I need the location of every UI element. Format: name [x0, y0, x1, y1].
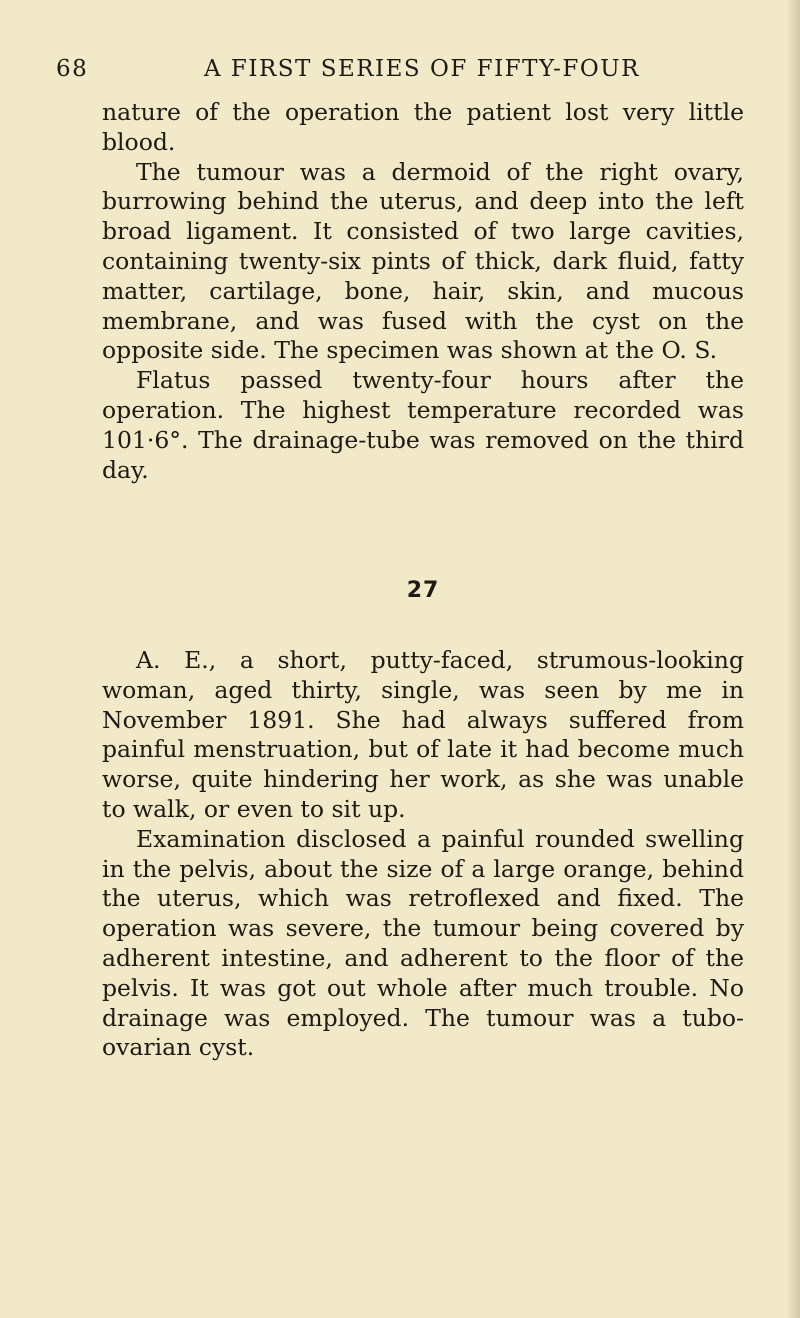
paragraph: The tumour was a dermoid of the right ovary, burrowing behind the uterus, and deep into the left broad ligament. It consisted of two large cavities, containing twenty-six pints of thick, dark fluid, fatty matter, cartilage, bone, hair, skin, and mucous membrane, and was fused with the cyst on the opposite side. The specimen was shown at the O. S. — [102, 157, 744, 365]
paragraph: Flatus passed twenty-four hours after the operation. The highest temperature recorded was 101·6°. The drainage-tube was removed on the third day. — [102, 366, 744, 484]
paragraph: A. E., a short, putty-faced, strumous-looking woman, aged thirty, single, was seen by me in November 1891. She had always suffered from painful menstruation, but of late it had become much worse, quite hindering her work, as she was unable to walk, or even to sit up. — [102, 646, 744, 823]
case-27-text — [102, 646, 744, 1063]
case-continuation — [102, 98, 744, 485]
running-title: A FIRST SERIES OF FIFTY-FOUR — [204, 56, 640, 82]
page-edge-shadow — [786, 0, 800, 1318]
paragraph: nature of the operation the patient lost very little blood. — [102, 98, 744, 156]
case-number-heading: 27 — [406, 578, 440, 603]
paragraph: Examination disclosed a painful rounded swelling in the pelvis, about the size of a large orange, behind the uterus, which was retroflexed and fixed. The operation was severe, the tumour being covered by adherent intestine, and adherent to the floor of the pelvis. It was got out whole after much trouble. No drainage was employed. The tumour was a tubo-ovarian cyst. — [102, 824, 744, 1062]
running-head — [56, 56, 756, 86]
page-number: 68 — [56, 56, 89, 82]
